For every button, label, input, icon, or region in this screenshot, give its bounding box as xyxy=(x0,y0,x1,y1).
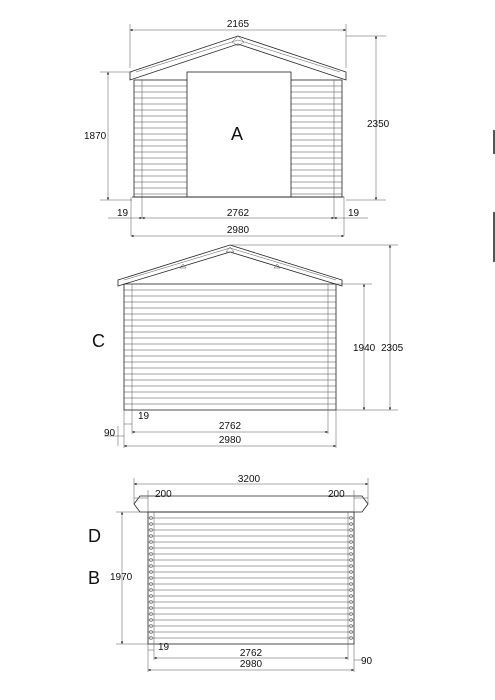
front-outer-width: 2980 xyxy=(226,225,250,236)
view-label-a: A xyxy=(231,124,244,144)
side-elevation xyxy=(92,245,404,448)
front-left-offset: 19 xyxy=(117,208,129,219)
side-offset: 19 xyxy=(138,411,150,422)
front-planks-right xyxy=(291,86,342,194)
rear-left-overhang: 200 xyxy=(155,489,172,500)
view-label-d: D xyxy=(88,526,101,546)
rear-outer-width: 2980 xyxy=(239,659,263,670)
rear-roof-width: 3200 xyxy=(237,474,261,485)
side-total-height: 2305 xyxy=(381,343,404,354)
front-wall-height: 1870 xyxy=(84,131,107,142)
front-right-offset: 19 xyxy=(348,208,360,219)
rear-inner-width: 2762 xyxy=(239,648,263,659)
rear-planks xyxy=(148,518,354,638)
front-inner-width: 2762 xyxy=(226,208,250,219)
rear-overhang: 90 xyxy=(361,656,373,667)
front-elevation xyxy=(84,19,390,236)
front-top-width: 2165 xyxy=(226,19,250,30)
side-outer-width: 2980 xyxy=(218,435,242,446)
rear-offset: 19 xyxy=(158,642,170,653)
rear-height: 1970 xyxy=(110,572,133,583)
rear-elevation xyxy=(88,474,373,672)
side-overhang: 90 xyxy=(104,428,116,439)
view-label-c: C xyxy=(92,331,105,351)
side-wall-height: 1940 xyxy=(353,343,376,354)
rear-right-overhang: 200 xyxy=(328,489,345,500)
side-planks xyxy=(124,290,336,404)
side-inner-width: 2762 xyxy=(218,421,242,432)
front-total-height: 2350 xyxy=(367,119,390,130)
view-label-b: B xyxy=(88,568,101,588)
